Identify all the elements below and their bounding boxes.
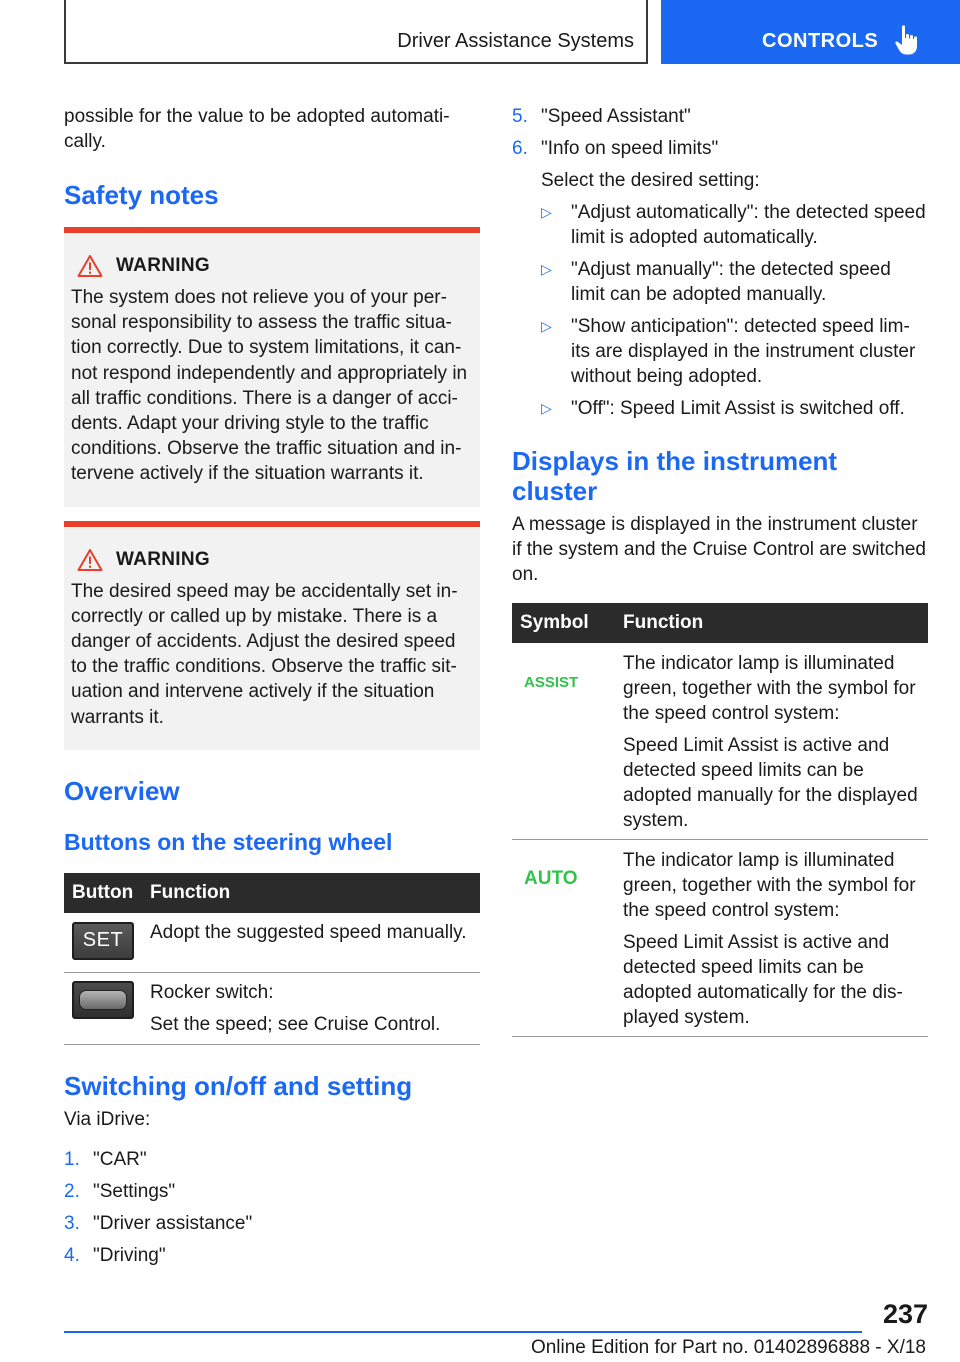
function-text: Set the speed; see Cruise Control. bbox=[150, 1013, 441, 1035]
pointing-hand-icon bbox=[893, 24, 923, 56]
safety-notes-heading: Safety notes bbox=[64, 180, 219, 210]
list-item: 6. "Info on speed limits" bbox=[512, 138, 719, 159]
left-column bbox=[64, 104, 480, 1268]
steps-list-continued bbox=[512, 104, 928, 161]
list-item: 3. "Driver assistance" bbox=[64, 1212, 253, 1234]
chapter-title: CONTROLS bbox=[762, 30, 879, 52]
triangle-bullet-icon: ▷ bbox=[541, 261, 552, 277]
list-item: ▷ "Off": Speed Limit Assist is switched off. bbox=[541, 398, 905, 419]
function-text: Speed Limit Assist is active and detected speed limits can be adopted manually for the displayed system. bbox=[623, 735, 918, 831]
table-header-button: Button bbox=[64, 873, 150, 913]
triangle-bullet-icon: ▷ bbox=[541, 318, 552, 334]
via-idrive-text: Via iDrive: bbox=[64, 1108, 151, 1130]
warning-title: WARNING bbox=[116, 548, 210, 570]
function-text: Speed Limit Assist is active and detected speed limits can be adopted automatically for the dis-played system. bbox=[623, 932, 903, 1028]
list-item: 5. "Speed Assistant" bbox=[512, 106, 691, 127]
table-row bbox=[512, 643, 928, 840]
section-title: Driver Assistance Systems bbox=[397, 30, 634, 52]
table-row bbox=[64, 913, 480, 973]
edition-text: Online Edition for Part no. 01402896888 - X/18 bbox=[530, 1337, 926, 1358]
symbol-table bbox=[512, 603, 928, 1037]
table-row bbox=[512, 840, 928, 1037]
table-header-function: Function bbox=[623, 603, 928, 643]
warning-text: The system does not relieve you of your per-sonal responsibility to assess the traffic situa-tion correctly. Due to system limitations, it can-not respond independently and appropriately in all traffic conditions. There is a danger of acci-dents. Adapt your driving style to the traffic conditions. Observe the traffic situation and in-tervene actively if the situation warrants it. bbox=[71, 287, 468, 485]
buttons-heading: Buttons on the steering wheel bbox=[64, 828, 393, 855]
displays-paragraph: A message is displayed in the instrument cluster if the system and the Cruise Control are switched on. bbox=[512, 514, 926, 585]
header-chapter-tab[interactable] bbox=[661, 0, 960, 64]
right-column bbox=[512, 104, 928, 1037]
function-text: Adopt the suggested speed manually. bbox=[150, 921, 467, 943]
footer-divider bbox=[64, 1331, 862, 1333]
rocker-switch-icon bbox=[72, 981, 134, 1019]
list-item: ▷ "Show anticipation": detected speed lim-its are displayed in the instrument cluster without being adopted. bbox=[541, 316, 916, 387]
set-button-icon: SET bbox=[72, 922, 134, 960]
displays-heading: Displays in the instrument cluster bbox=[512, 446, 838, 506]
triangle-bullet-icon: ▷ bbox=[541, 204, 552, 220]
page-number: 237 bbox=[882, 1299, 928, 1329]
steps-list bbox=[64, 1147, 480, 1268]
table-header-function: Function bbox=[150, 873, 480, 913]
triangle-bullet-icon: ▷ bbox=[541, 400, 552, 416]
switching-heading: Switching on/off and setting bbox=[64, 1070, 413, 1101]
assist-symbol-icon: ASSIST bbox=[524, 674, 579, 691]
warning-box-2 bbox=[64, 521, 480, 750]
auto-symbol-icon: AUTO bbox=[524, 868, 578, 889]
function-text: Rocker switch: bbox=[150, 981, 274, 1003]
function-text: The indicator lamp is illuminated green, together with the symbol for the speed control system: bbox=[623, 653, 916, 724]
intro-paragraph: possible for the value to be adopted automati-cally. bbox=[64, 106, 450, 152]
warning-box-1 bbox=[64, 227, 480, 507]
table-row bbox=[64, 972, 480, 1044]
options-list bbox=[512, 200, 928, 421]
select-setting-text: Select the desired setting: bbox=[541, 170, 760, 191]
list-item: 1. "CAR" bbox=[64, 1148, 147, 1170]
list-item: 2. "Settings" bbox=[64, 1180, 176, 1202]
warning-text: The desired speed may be accidentally set in-correctly or called up by mistake. There is a danger of accidents. Adjust the desired speed to the traffic conditions. Observe the traffic sit-uation and intervene actively if the situation warrants it. bbox=[71, 580, 458, 728]
table-header-symbol: Symbol bbox=[512, 603, 623, 643]
warning-triangle-icon bbox=[77, 254, 103, 278]
list-item: ▷ "Adjust manually": the detected speed limit can be adopted manually. bbox=[541, 259, 891, 305]
overview-heading: Overview bbox=[64, 775, 180, 806]
header-section-box bbox=[64, 0, 648, 64]
warning-triangle-icon bbox=[77, 548, 103, 572]
buttons-table bbox=[64, 873, 480, 1045]
function-text: The indicator lamp is illuminated green, together with the symbol for the speed control system: bbox=[623, 850, 916, 921]
list-item: ▷ "Adjust automatically": the detected speed limit is adopted automatically. bbox=[541, 202, 926, 248]
list-item: 4. "Driving" bbox=[64, 1244, 166, 1266]
warning-title: WARNING bbox=[116, 255, 210, 276]
